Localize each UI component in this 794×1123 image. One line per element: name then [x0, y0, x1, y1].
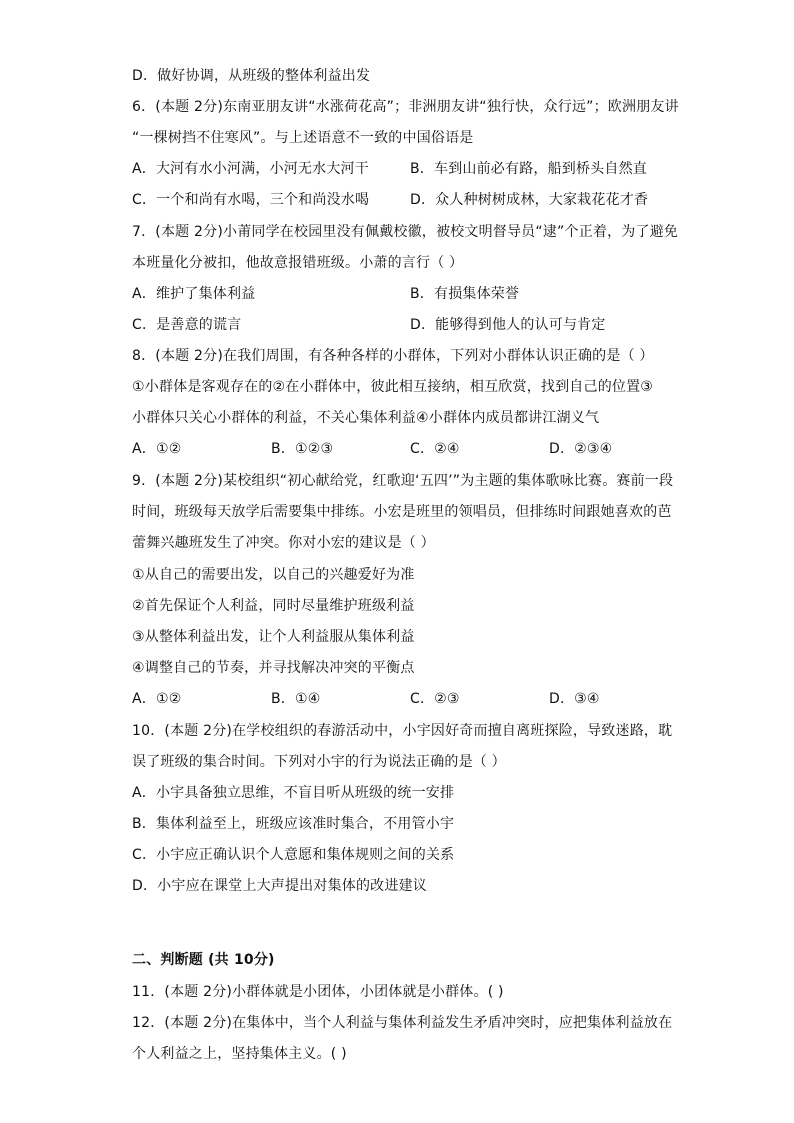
- q7-option-b: B．有损集体荣誉: [410, 286, 520, 302]
- q9-stem-line3: 蕾舞兴趣班发生了冲突。你对小宏的建议是（ ）: [132, 535, 435, 551]
- q10-stem-line1: 10．(本题 2分)在学校组织的春游活动中，小宇因好奇而擅自离班探险，导致迷路，耽: [132, 723, 673, 739]
- q6-option-d: D．众人种树树成林，大家栽花花才香: [410, 192, 649, 208]
- q9-item-1: ①从自己的需要出发，以自己的兴趣爱好为准: [132, 567, 415, 583]
- q12-stem-line1: 12．(本题 2分)在集体中，当个人利益与集体利益发生矛盾冲突时，应把集体利益放在: [132, 1015, 673, 1031]
- q7-option-c: C．是善意的谎言: [132, 317, 242, 333]
- q8-option-a: A．①②: [132, 441, 182, 457]
- q6-stem-line2: “一棵树挡不住寒风”。与上述语意不一致的中国俗语是: [132, 130, 474, 146]
- q6-stem-line1: 6．(本题 2分)东南亚朋友讲“水涨荷花高”；非洲朋友讲“独行快，众行远”；欧洲朋友讲: [132, 99, 679, 115]
- q11-stem-line1: 11．(本题 2分)小群体就是小团体，小团体就是小群体。( ): [132, 984, 504, 1000]
- q8-stem-line1: 8．(本题 2分)在我们周围，有各种各样的小群体，下列对小群体认识正确的是（ ）: [132, 348, 654, 364]
- q8-stem-line2: ①小群体是客观存在的②在小群体中，彼此相互接纳，相互欣赏，找到自己的位置③: [132, 379, 654, 395]
- q5-option-d: D．做好协调，从班级的整体利益出发: [132, 68, 371, 84]
- q10-option-b: B．集体利益至上，班级应该准时集合，不用管小宇: [132, 816, 455, 832]
- q9-item-3: ③从整体利益出发，让个人利益服从集体利益: [132, 629, 415, 645]
- q10-stem-line2: 误了班级的集合时间。下列对小宇的行为说法正确的是（ ）: [132, 754, 506, 770]
- q7-stem-line2: 本班量化分被扣，他故意报错班级。小萧的言行（ ）: [132, 255, 464, 271]
- q10-option-d: D．小宇应在课堂上大声提出对集体的改进建议: [132, 878, 427, 894]
- q8-option-b: B．①②③: [271, 441, 334, 457]
- q9-item-2: ②首先保证个人利益，同时尽量维护班级利益: [132, 598, 415, 614]
- q6-option-b: B．车到山前必有路，船到桥头自然直: [410, 161, 648, 177]
- q8-stem-line3: 小群体只关心小群体的利益，不关心集体利益④小群体内成员都讲江湖义气: [132, 410, 600, 426]
- q9-stem-line2: 时间，班级每天放学后需要集中排练。小宏是班里的领唱员，但排练时间跟她喜欢的芭: [132, 504, 672, 520]
- q10-option-a: A．小宇具备独立思维，不盲目听从班级的统一安排: [132, 785, 455, 801]
- q7-option-a: A．维护了集体利益: [132, 286, 256, 302]
- q9-option-b: B．①④: [271, 691, 321, 707]
- q9-item-4: ④调整自己的节奏，并寻找解决冲突的平衡点: [132, 660, 415, 676]
- q7-stem-line1: 7．(本题 2分)小莆同学在校园里没有佩戴校徽，被校文明督导员“逮”个正着，为了避免: [132, 224, 679, 240]
- q9-option-a: A．①②: [132, 691, 182, 707]
- q9-option-c: C．②③: [410, 691, 460, 707]
- q6-option-c: C．一个和尚有水喝，三个和尚没水喝: [132, 192, 370, 208]
- q7-option-d: D．能够得到他人的认可与肯定: [410, 317, 606, 333]
- q9-option-d: D．③④: [549, 691, 600, 707]
- q8-option-d: D．②③④: [549, 441, 613, 457]
- q12-stem-line2: 个人利益之上，坚持集体主义。( ): [132, 1046, 347, 1062]
- q9-stem-line1: 9．(本题 2分)某校组织“初心献给党，红歌迎‘五四’”为主题的集体歌咏比赛。赛前一段: [132, 473, 674, 489]
- q10-option-c: C．小宇应正确认识个人意愿和集体规则之间的关系: [132, 847, 455, 863]
- q8-option-c: C．②④: [410, 441, 460, 457]
- section-title-judgement: 二、判断题 (共 10分): [132, 952, 275, 968]
- q6-option-a: A．大河有水小河满，小河无水大河干: [132, 161, 369, 177]
